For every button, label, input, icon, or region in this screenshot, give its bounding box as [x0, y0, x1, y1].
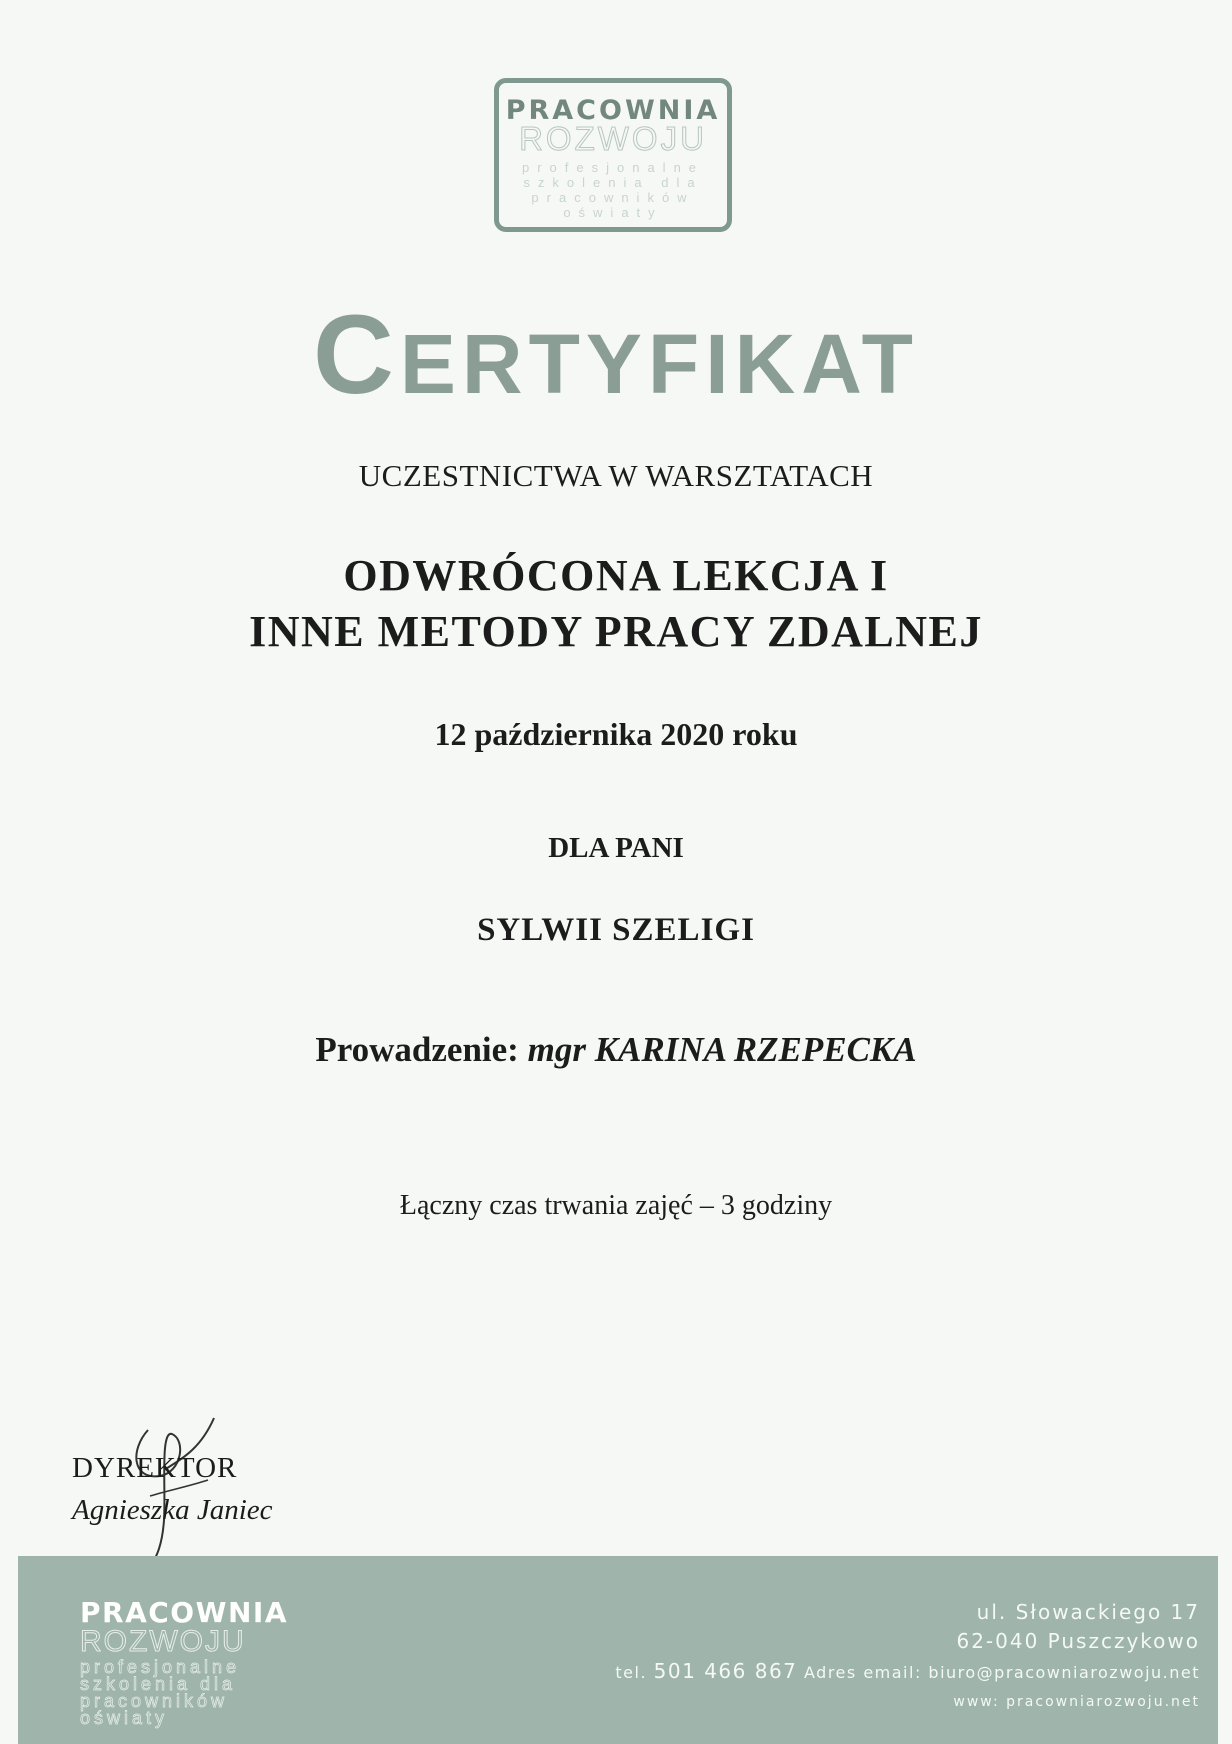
footer-logo-tag-2: szkolenia dla: [80, 1674, 237, 1694]
recipient-prefix: DLA PANI: [548, 832, 684, 864]
footer-band: [18, 1556, 1218, 1744]
footer-street: ul. Słowackiego 17: [976, 1600, 1200, 1624]
workshop-duration: Łączny czas trwania zajęć – 3 godziny: [399, 1190, 833, 1221]
tel-number: 501 466 867: [653, 1659, 798, 1683]
footer-website: [440, 1688, 1200, 1716]
handwritten-signature: [120, 1410, 230, 1570]
workshop-lead: [0, 1030, 1232, 1070]
recipient-name: SYLWII SZELIGI: [477, 912, 755, 948]
footer-logo: [80, 1596, 310, 1727]
tel-label: tel.: [615, 1663, 648, 1682]
footer-logo-line-2: ROZWOJU: [80, 1625, 246, 1658]
footer-logo-line-1: PRACOWNIA: [80, 1596, 289, 1629]
topic-line-2: INNE METODY PRACY ZDALNEJ: [249, 607, 983, 656]
signature-role: DYREKTOR: [72, 1452, 238, 1484]
footer-city: 62-040 Puszczykowo: [956, 1629, 1200, 1653]
footer-logo-tag-1: profesjonalne: [80, 1657, 241, 1677]
signature-name: Agnieszka Janiec: [72, 1494, 273, 1526]
footer-logo-tag-3: pracowników: [80, 1691, 229, 1711]
workshop-topic: [0, 548, 1232, 660]
logo-line-2: ROZWOJU: [519, 120, 707, 157]
www-address: pracowniarozwoju.net: [1006, 1694, 1200, 1710]
email-address: biuro@pracowniarozwoju.net: [928, 1663, 1200, 1682]
top-logo: [494, 78, 732, 232]
logo-line-1: PRACOWNIA: [505, 95, 721, 126]
workshop-date: 12 października 2020 roku: [434, 716, 798, 752]
footer-address: [440, 1598, 1200, 1716]
lead-person: mgr KARINA RZEPECKA: [527, 1030, 917, 1069]
footer-logo-tag-4: oświaty: [80, 1708, 169, 1728]
certificate-title: [0, 290, 1232, 419]
logo-tagline: profesjonalne szkolenia dla pracowników oświaty: [521, 160, 705, 220]
email-label: Adres email:: [804, 1663, 922, 1682]
lead-label: Prowadzenie:: [315, 1030, 519, 1069]
title-rest: ERTYFIKAT: [399, 317, 919, 411]
certificate-subtitle: UCZESTNICTWA W WARSZTATACH: [358, 458, 874, 493]
title-first-letter: C: [313, 292, 400, 417]
topic-line-1: ODWRÓCONA LEKCJA I: [343, 551, 889, 600]
www-label: www:: [953, 1694, 1000, 1710]
footer-contact: [440, 1656, 1200, 1688]
